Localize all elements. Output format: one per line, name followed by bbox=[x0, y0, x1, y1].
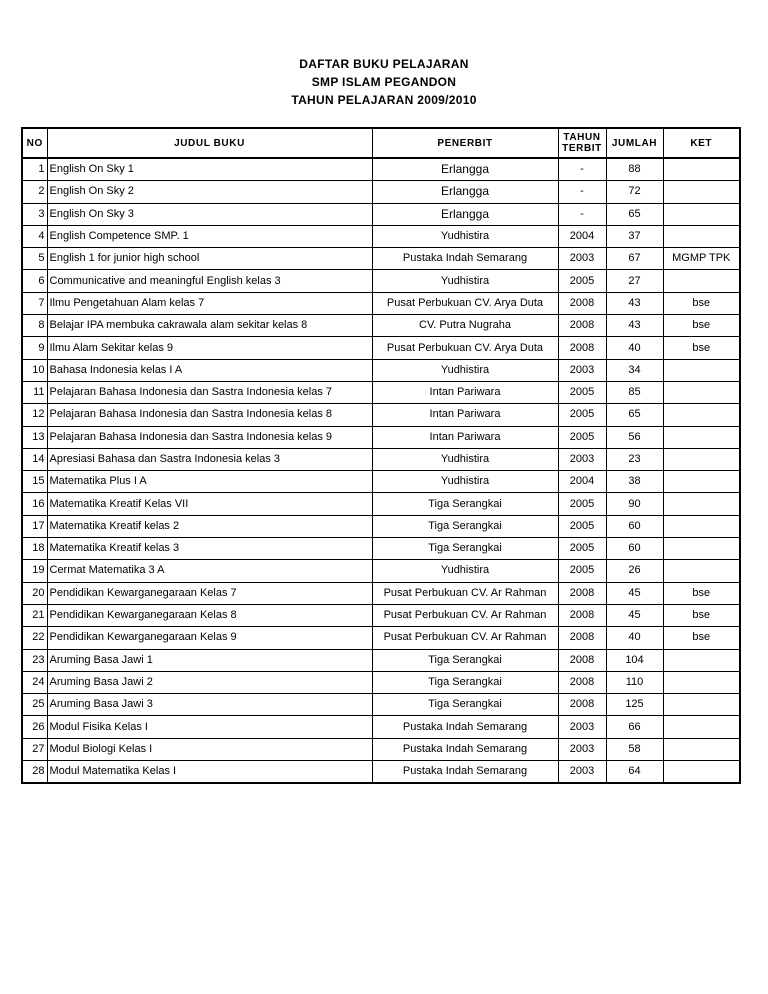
cell-no: 3 bbox=[22, 203, 47, 225]
cell-tahun: 2005 bbox=[558, 404, 606, 426]
cell-judul: Apresiasi Bahasa dan Sastra Indonesia kelas 3 bbox=[47, 448, 372, 470]
school-name: SMP ISLAM PEGANDON bbox=[311, 75, 457, 89]
col-header-ket: KET bbox=[663, 128, 740, 158]
cell-ket bbox=[663, 515, 740, 537]
table-row bbox=[22, 471, 740, 493]
cell-penerbit: Pusat Perbukuan CV. Ar Rahman bbox=[372, 627, 558, 649]
cell-penerbit: Pustaka Indah Semarang bbox=[372, 248, 558, 270]
cell-penerbit: Pustaka Indah Semarang bbox=[372, 761, 558, 784]
cell-no: 10 bbox=[22, 359, 47, 381]
col-header-penerbit: PENERBIT bbox=[372, 128, 558, 158]
cell-no: 23 bbox=[22, 649, 47, 671]
cell-ket bbox=[663, 359, 740, 381]
cell-no: 8 bbox=[22, 315, 47, 337]
cell-ket: bse bbox=[663, 627, 740, 649]
cell-tahun: 2005 bbox=[558, 515, 606, 537]
cell-tahun: 2008 bbox=[558, 694, 606, 716]
cell-no: 1 bbox=[22, 158, 47, 181]
cell-penerbit: Yudhistira bbox=[372, 448, 558, 470]
cell-jumlah: 23 bbox=[606, 448, 663, 470]
cell-penerbit: Pusat Perbukuan CV. Ar Rahman bbox=[372, 582, 558, 604]
col-header-tahun-line1: TAHUN bbox=[563, 132, 601, 143]
cell-no: 12 bbox=[22, 404, 47, 426]
cell-no: 21 bbox=[22, 604, 47, 626]
cell-ket bbox=[663, 270, 740, 292]
table-row bbox=[22, 181, 740, 203]
table-row bbox=[22, 292, 740, 314]
cell-jumlah: 110 bbox=[606, 671, 663, 693]
cell-jumlah: 40 bbox=[606, 337, 663, 359]
cell-no: 14 bbox=[22, 448, 47, 470]
cell-ket: bse bbox=[663, 315, 740, 337]
cell-judul: Matematika Kreatif Kelas VII bbox=[47, 493, 372, 515]
cell-tahun: 2003 bbox=[558, 716, 606, 738]
cell-judul: Aruming Basa Jawi 3 bbox=[47, 694, 372, 716]
table-row bbox=[22, 448, 740, 470]
cell-no: 7 bbox=[22, 292, 47, 314]
cell-no: 2 bbox=[22, 181, 47, 203]
table-row bbox=[22, 381, 740, 403]
cell-ket bbox=[663, 671, 740, 693]
table-row bbox=[22, 337, 740, 359]
cell-penerbit: Intan Pariwara bbox=[372, 426, 558, 448]
cell-jumlah: 104 bbox=[606, 649, 663, 671]
cell-tahun: - bbox=[558, 203, 606, 225]
cell-penerbit: Tiga Serangkai bbox=[372, 538, 558, 560]
table-row bbox=[22, 248, 740, 270]
cell-judul: Ilmu Pengetahuan Alam kelas 7 bbox=[47, 292, 372, 314]
cell-tahun: 2005 bbox=[558, 538, 606, 560]
cell-ket: bse bbox=[663, 582, 740, 604]
col-header-tahun-line2: TERBIT bbox=[562, 143, 602, 154]
table-body bbox=[22, 158, 740, 783]
cell-no: 28 bbox=[22, 761, 47, 784]
table-row bbox=[22, 649, 740, 671]
cell-jumlah: 65 bbox=[606, 404, 663, 426]
cell-penerbit: Yudhistira bbox=[372, 560, 558, 582]
cell-ket bbox=[663, 649, 740, 671]
cell-ket bbox=[663, 448, 740, 470]
cell-jumlah: 45 bbox=[606, 582, 663, 604]
cell-tahun: - bbox=[558, 158, 606, 181]
table-row bbox=[22, 582, 740, 604]
cell-no: 24 bbox=[22, 671, 47, 693]
cell-tahun: 2008 bbox=[558, 627, 606, 649]
cell-no: 20 bbox=[22, 582, 47, 604]
table-row bbox=[22, 270, 740, 292]
cell-jumlah: 38 bbox=[606, 471, 663, 493]
table-row bbox=[22, 694, 740, 716]
cell-ket bbox=[663, 225, 740, 247]
cell-tahun: 2008 bbox=[558, 582, 606, 604]
cell-jumlah: 125 bbox=[606, 694, 663, 716]
cell-jumlah: 26 bbox=[606, 560, 663, 582]
cell-judul: Matematika Kreatif kelas 3 bbox=[47, 538, 372, 560]
cell-jumlah: 67 bbox=[606, 248, 663, 270]
cell-penerbit: Tiga Serangkai bbox=[372, 649, 558, 671]
cell-no: 13 bbox=[22, 426, 47, 448]
cell-jumlah: 88 bbox=[606, 158, 663, 181]
table-row bbox=[22, 315, 740, 337]
cell-tahun: 2004 bbox=[558, 471, 606, 493]
cell-penerbit: Yudhistira bbox=[372, 270, 558, 292]
table-row bbox=[22, 671, 740, 693]
cell-no: 19 bbox=[22, 560, 47, 582]
cell-tahun: 2003 bbox=[558, 761, 606, 784]
cell-jumlah: 43 bbox=[606, 292, 663, 314]
table-row bbox=[22, 538, 740, 560]
cell-ket bbox=[663, 694, 740, 716]
col-header-no: NO bbox=[22, 128, 47, 158]
table-row bbox=[22, 203, 740, 225]
cell-tahun: 2008 bbox=[558, 292, 606, 314]
cell-tahun: 2003 bbox=[558, 448, 606, 470]
cell-penerbit: Erlangga bbox=[372, 181, 558, 203]
cell-penerbit: Tiga Serangkai bbox=[372, 493, 558, 515]
cell-tahun: 2005 bbox=[558, 381, 606, 403]
table-row bbox=[22, 515, 740, 537]
cell-ket bbox=[663, 560, 740, 582]
cell-tahun: 2003 bbox=[558, 359, 606, 381]
cell-penerbit: Pusat Perbukuan CV. Arya Duta bbox=[372, 292, 558, 314]
cell-no: 4 bbox=[22, 225, 47, 247]
cell-penerbit: Pustaka Indah Semarang bbox=[372, 738, 558, 760]
cell-tahun: 2003 bbox=[558, 248, 606, 270]
cell-tahun: - bbox=[558, 181, 606, 203]
table-row bbox=[22, 404, 740, 426]
cell-no: 26 bbox=[22, 716, 47, 738]
cell-no: 6 bbox=[22, 270, 47, 292]
cell-tahun: 2008 bbox=[558, 315, 606, 337]
cell-ket bbox=[663, 203, 740, 225]
cell-ket bbox=[663, 471, 740, 493]
cell-penerbit: Yudhistira bbox=[372, 471, 558, 493]
cell-jumlah: 37 bbox=[606, 225, 663, 247]
cell-judul: Pelajaran Bahasa Indonesia dan Sastra Indonesia kelas 7 bbox=[47, 381, 372, 403]
cell-ket bbox=[663, 181, 740, 203]
cell-jumlah: 34 bbox=[606, 359, 663, 381]
cell-tahun: 2005 bbox=[558, 493, 606, 515]
cell-judul: Pendidikan Kewarganegaraan Kelas 7 bbox=[47, 582, 372, 604]
cell-jumlah: 60 bbox=[606, 538, 663, 560]
cell-penerbit: Pusat Perbukuan CV. Ar Rahman bbox=[372, 604, 558, 626]
cell-tahun: 2008 bbox=[558, 671, 606, 693]
cell-tahun: 2004 bbox=[558, 225, 606, 247]
cell-judul: Belajar IPA membuka cakrawala alam sekitar kelas 8 bbox=[47, 315, 372, 337]
cell-no: 17 bbox=[22, 515, 47, 537]
academic-year: TAHUN PELAJARAN 2009/2010 bbox=[291, 93, 477, 107]
cell-jumlah: 60 bbox=[606, 515, 663, 537]
cell-judul: Communicative and meaningful English kelas 3 bbox=[47, 270, 372, 292]
table-row bbox=[22, 359, 740, 381]
cell-ket bbox=[663, 538, 740, 560]
cell-penerbit: Tiga Serangkai bbox=[372, 515, 558, 537]
cell-jumlah: 65 bbox=[606, 203, 663, 225]
table-row bbox=[22, 493, 740, 515]
table-row bbox=[22, 560, 740, 582]
document-header bbox=[0, 55, 768, 109]
cell-ket bbox=[663, 158, 740, 181]
cell-no: 11 bbox=[22, 381, 47, 403]
cell-judul: Cermat Matematika 3 A bbox=[47, 560, 372, 582]
cell-judul: Bahasa Indonesia kelas I A bbox=[47, 359, 372, 381]
table-row bbox=[22, 158, 740, 181]
cell-jumlah: 90 bbox=[606, 493, 663, 515]
cell-jumlah: 27 bbox=[606, 270, 663, 292]
cell-tahun: 2008 bbox=[558, 649, 606, 671]
col-header-jumlah: JUMLAH bbox=[606, 128, 663, 158]
cell-no: 22 bbox=[22, 627, 47, 649]
table-row bbox=[22, 225, 740, 247]
cell-penerbit: Erlangga bbox=[372, 158, 558, 181]
table-header-row bbox=[22, 128, 740, 158]
cell-penerbit: Pusat Perbukuan CV. Arya Duta bbox=[372, 337, 558, 359]
cell-judul: English Competence SMP. 1 bbox=[47, 225, 372, 247]
cell-ket: bse bbox=[663, 292, 740, 314]
cell-jumlah: 58 bbox=[606, 738, 663, 760]
cell-no: 25 bbox=[22, 694, 47, 716]
cell-penerbit: Pustaka Indah Semarang bbox=[372, 716, 558, 738]
col-header-tahun bbox=[558, 128, 606, 158]
col-header-judul: JUDUL BUKU bbox=[47, 128, 372, 158]
cell-ket bbox=[663, 716, 740, 738]
table-row bbox=[22, 738, 740, 760]
cell-jumlah: 43 bbox=[606, 315, 663, 337]
book-list-table bbox=[21, 127, 741, 784]
cell-no: 16 bbox=[22, 493, 47, 515]
cell-judul: Modul Matematika Kelas I bbox=[47, 761, 372, 784]
cell-penerbit: Intan Pariwara bbox=[372, 404, 558, 426]
cell-judul: Modul Fisika Kelas I bbox=[47, 716, 372, 738]
cell-tahun: 2008 bbox=[558, 337, 606, 359]
doc-title: DAFTAR BUKU PELAJARAN bbox=[299, 57, 469, 71]
cell-no: 27 bbox=[22, 738, 47, 760]
table-row bbox=[22, 604, 740, 626]
cell-penerbit: CV. Putra Nugraha bbox=[372, 315, 558, 337]
cell-judul: Aruming Basa Jawi 2 bbox=[47, 671, 372, 693]
cell-judul: Matematika Plus I A bbox=[47, 471, 372, 493]
table-row bbox=[22, 627, 740, 649]
cell-ket bbox=[663, 738, 740, 760]
cell-jumlah: 40 bbox=[606, 627, 663, 649]
cell-judul: Matematika Kreatif kelas 2 bbox=[47, 515, 372, 537]
cell-tahun: 2005 bbox=[558, 426, 606, 448]
cell-ket bbox=[663, 493, 740, 515]
cell-ket: bse bbox=[663, 604, 740, 626]
table-row bbox=[22, 761, 740, 784]
cell-judul: Ilmu Alam Sekitar kelas 9 bbox=[47, 337, 372, 359]
cell-jumlah: 85 bbox=[606, 381, 663, 403]
cell-judul: English On Sky 1 bbox=[47, 158, 372, 181]
cell-tahun: 2005 bbox=[558, 270, 606, 292]
cell-penerbit: Intan Pariwara bbox=[372, 381, 558, 403]
cell-judul: Pelajaran Bahasa Indonesia dan Sastra Indonesia kelas 8 bbox=[47, 404, 372, 426]
cell-no: 5 bbox=[22, 248, 47, 270]
cell-ket bbox=[663, 381, 740, 403]
cell-ket bbox=[663, 426, 740, 448]
cell-ket bbox=[663, 404, 740, 426]
cell-tahun: 2003 bbox=[558, 738, 606, 760]
cell-judul: English On Sky 3 bbox=[47, 203, 372, 225]
cell-ket bbox=[663, 761, 740, 784]
cell-penerbit: Erlangga bbox=[372, 203, 558, 225]
cell-jumlah: 45 bbox=[606, 604, 663, 626]
table-row bbox=[22, 426, 740, 448]
cell-judul: English 1 for junior high school bbox=[47, 248, 372, 270]
cell-no: 15 bbox=[22, 471, 47, 493]
cell-judul: English On Sky 2 bbox=[47, 181, 372, 203]
table-row bbox=[22, 716, 740, 738]
cell-judul: Pendidikan Kewarganegaraan Kelas 8 bbox=[47, 604, 372, 626]
cell-penerbit: Tiga Serangkai bbox=[372, 694, 558, 716]
cell-jumlah: 72 bbox=[606, 181, 663, 203]
cell-no: 9 bbox=[22, 337, 47, 359]
cell-penerbit: Tiga Serangkai bbox=[372, 671, 558, 693]
cell-judul: Aruming Basa Jawi 1 bbox=[47, 649, 372, 671]
cell-penerbit: Yudhistira bbox=[372, 225, 558, 247]
cell-ket: bse bbox=[663, 337, 740, 359]
cell-tahun: 2005 bbox=[558, 560, 606, 582]
cell-penerbit: Yudhistira bbox=[372, 359, 558, 381]
cell-no: 18 bbox=[22, 538, 47, 560]
cell-judul: Pelajaran Bahasa Indonesia dan Sastra Indonesia kelas 9 bbox=[47, 426, 372, 448]
cell-jumlah: 56 bbox=[606, 426, 663, 448]
cell-ket: MGMP TPK bbox=[663, 248, 740, 270]
cell-tahun: 2008 bbox=[558, 604, 606, 626]
cell-judul: Pendidikan Kewarganegaraan Kelas 9 bbox=[47, 627, 372, 649]
cell-judul: Modul Biologi Kelas I bbox=[47, 738, 372, 760]
cell-jumlah: 64 bbox=[606, 761, 663, 784]
cell-jumlah: 66 bbox=[606, 716, 663, 738]
